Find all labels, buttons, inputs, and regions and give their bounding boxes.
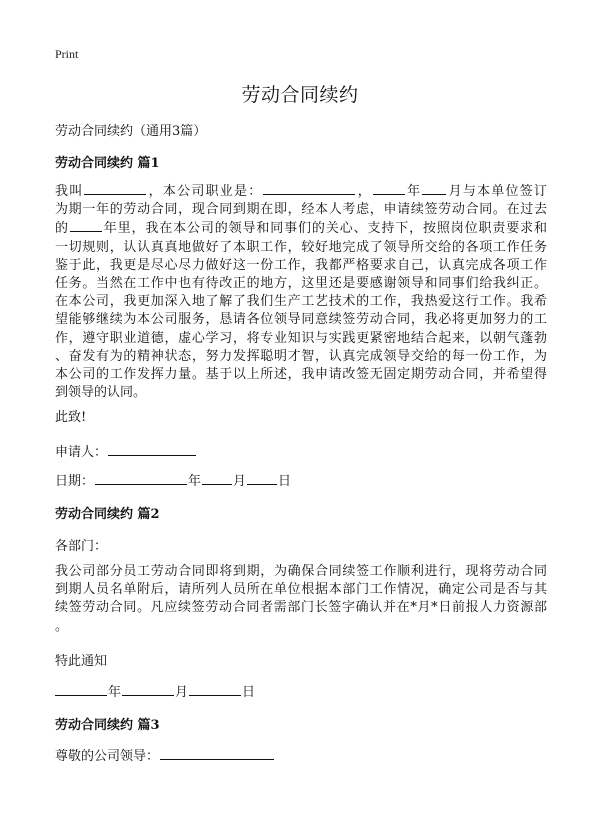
article1-line-8: 望能够继续为本公司服务，恳请各位领导同意续签劳动合同，我必将更加努力的工 bbox=[55, 312, 547, 328]
month-blank bbox=[422, 182, 446, 195]
date-day-blank bbox=[247, 472, 277, 485]
article2-line-4: 。 bbox=[55, 618, 69, 634]
article2-heading: 劳动合同续约 篇2 bbox=[55, 507, 160, 522]
article1-line-4: 一切规则，认认真真地做好了本职工作，较好地完成了领导所交给的各项工作任务 bbox=[55, 239, 547, 255]
article2-paragraph bbox=[55, 563, 547, 636]
article1-line-11: 本公司的工作发挥力量。基于以上所述，我申请改签无固定期劳动合同，并希望得 bbox=[55, 367, 547, 383]
article1-paragraph bbox=[55, 182, 547, 402]
leader-blank bbox=[160, 747, 274, 760]
article1-closing: 此致! bbox=[55, 410, 87, 425]
article2-line-3: 续签劳动合同。凡应续签劳动合同者需部门长签字确认并在*月*日前报人力资源部 bbox=[55, 600, 547, 616]
article3-heading: 劳动合同续约 篇3 bbox=[55, 718, 160, 733]
document-title: 劳动合同续约 bbox=[241, 84, 359, 106]
notice-day-blank bbox=[189, 683, 241, 696]
article2-line-2: 到期人员名单附后，请所列人员所在单位根据本部门工作情况，确定公司是否与其 bbox=[55, 582, 547, 598]
article1-line-1: 我叫 ，本公司职业是： ， 年 月与本单位签订 bbox=[55, 184, 547, 199]
date-year-blank bbox=[95, 472, 187, 485]
article2-date-line: 年 月 日 bbox=[55, 681, 255, 700]
article1-line-3: 的 年里，我在本公司的领导和同事们的关心、支持下，按照岗位职责要求和 bbox=[55, 221, 547, 237]
article1-line-6: 任务。当然在工作中也有待改正的地方，这里还是要感谢领导和同事们给我纠正。 bbox=[55, 276, 547, 292]
name-blank bbox=[84, 182, 146, 195]
document-subtitle: 劳动合同续约（通用3篇） bbox=[55, 124, 207, 139]
article2-line-1: 我公司部分员工劳动合同即将到期，为确保合同续签工作顺利进行，现将劳动合同 bbox=[55, 564, 547, 579]
article1-line-5: 鉴于此，我更是尽心尽力做好这一份工作，我都严格要求自己，认真完成各项工作 bbox=[55, 257, 547, 273]
article1-heading: 劳动合同续约 篇1 bbox=[55, 156, 160, 171]
notice-year-blank bbox=[55, 683, 107, 696]
article1-line-7: 在本公司，我更加深入地了解了我们生产工艺技术的工作，我热爱这行工作。我希 bbox=[55, 294, 547, 310]
article1-line-12: 到领导的认同。 bbox=[55, 385, 147, 401]
article1-line-10: 、奋发有为的精神状态，努力发挥聪明才智，认真完成领导交给的每一份工作，为 bbox=[55, 348, 547, 364]
article1-line-9: 作，遵守职业道德，虚心学习，将专业知识与实践更紧密地结合起来，以朝气蓬勃 bbox=[55, 330, 547, 346]
article3-salutation-line: 尊敬的公司领导： bbox=[55, 745, 275, 764]
article2-salutation: 各部门： bbox=[55, 539, 108, 554]
print-link[interactable]: Print bbox=[55, 47, 79, 61]
article2-notice: 特此通知 bbox=[55, 654, 108, 669]
year-blank bbox=[373, 182, 405, 195]
notice-month-blank bbox=[122, 683, 174, 696]
job-blank bbox=[263, 182, 355, 195]
article1-date-line: 日期： 年 月 日 bbox=[55, 474, 292, 489]
years-blank bbox=[70, 219, 102, 232]
date-month-blank bbox=[202, 472, 232, 485]
applicant-blank bbox=[108, 443, 196, 456]
article1-line-2: 为期一年的劳动合同，现合同到期在即，经本人考虑，申请续签劳动合同。在过去 bbox=[55, 202, 547, 218]
applicant-line: 申请人： bbox=[55, 441, 197, 460]
